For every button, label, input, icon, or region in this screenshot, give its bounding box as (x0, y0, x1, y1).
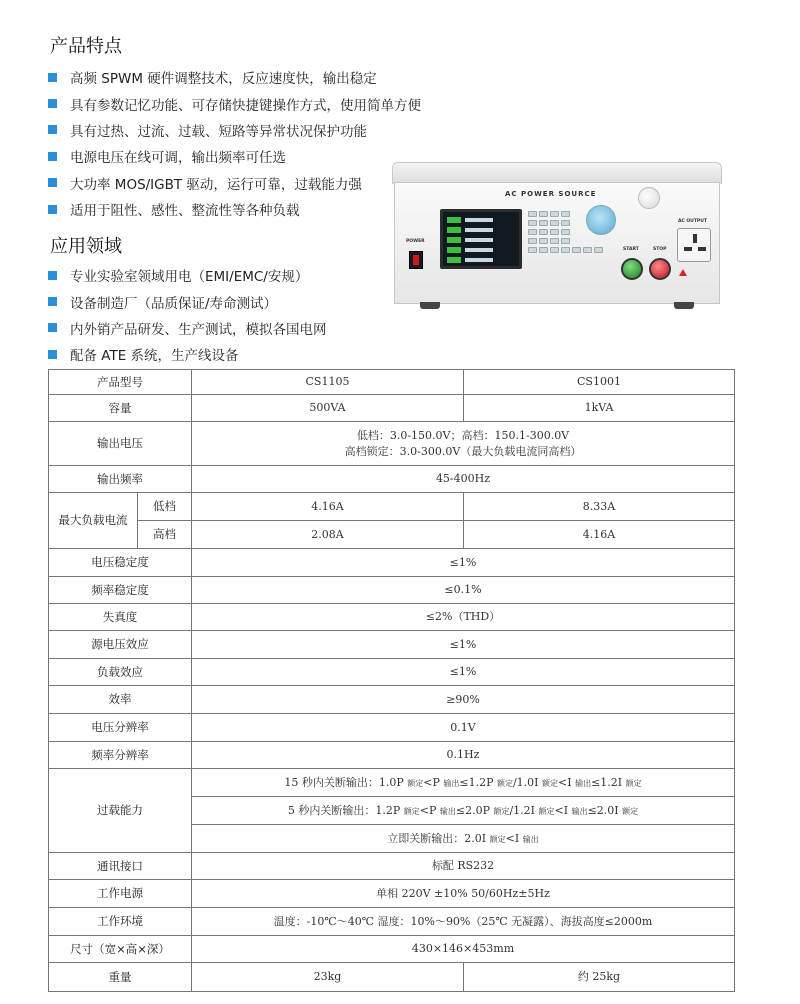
table-row (49, 521, 735, 549)
bullet-square-icon (48, 73, 57, 82)
row-label: 工作环境 (49, 908, 192, 936)
feature-item (48, 170, 421, 196)
breaker-knob-icon (638, 187, 660, 209)
application-item (48, 288, 327, 314)
ac-power-source-image (392, 162, 722, 312)
row-label: 通讯接口 (49, 853, 192, 880)
table-row (49, 422, 735, 466)
feature-text: 电源电压在线可调，输出频率可任选 (70, 150, 286, 167)
cell-value: ≤0.1% (192, 577, 735, 604)
cell-value: 1kVA (464, 395, 735, 422)
feature-item (48, 143, 421, 169)
table-row (49, 769, 735, 797)
table-row (49, 631, 735, 659)
cell-value: 温度：-10℃～40℃ 湿度：10%～90%（25℃ 无凝露）、海拔高度≤2000m (192, 908, 735, 936)
row-label: 过载能力 (49, 769, 192, 853)
lcd-display (440, 209, 522, 269)
row-label: 重量 (49, 963, 192, 992)
cell-value (192, 422, 735, 466)
overload-line: 5 秒内关断输出：1.2P 额定<P 输出≤2.0P 额定/1.2I 额定<I 输出≤2.0I 额定 (192, 797, 735, 825)
table-row (49, 604, 735, 631)
start-label: START (623, 247, 639, 252)
application-item (48, 315, 327, 341)
cell-value: ≤1% (192, 659, 735, 686)
stop-label: STOP (653, 247, 667, 252)
table-row (49, 395, 735, 422)
feature-text: 高频 SPWM 硬件调整技术，反应速度快，输出稳定 (70, 71, 377, 88)
bullet-square-icon (48, 152, 57, 161)
sub-label: 低档 (138, 493, 192, 521)
table-row (49, 549, 735, 577)
features-list (48, 64, 421, 222)
power-label: POWER (406, 239, 425, 244)
row-label: 效率 (49, 686, 192, 714)
table-row (49, 370, 735, 395)
feature-item (48, 64, 421, 90)
sub-label: 高档 (138, 521, 192, 549)
table-row (49, 908, 735, 936)
row-label: 源电压效应 (49, 631, 192, 659)
row-label: 失真度 (49, 604, 192, 631)
device-foot (420, 302, 440, 309)
feature-text: 具有过热、过流、过载、短路等异常状况保护功能 (70, 123, 367, 140)
feature-item (48, 117, 421, 143)
warning-icon (679, 269, 687, 276)
row-label: 最大负载电流 (49, 493, 138, 549)
application-text: 专业实验室领域用电（EMI/EMC/安规） (70, 269, 309, 286)
table-row (49, 493, 735, 521)
application-item (48, 262, 327, 288)
cell-value: 500VA (192, 395, 464, 422)
cell-value: 45-400Hz (192, 466, 735, 493)
cell-value: ≤1% (192, 549, 735, 577)
bullet-square-icon (48, 297, 57, 306)
cell-value: 4.16A (464, 521, 735, 549)
cell-value: 单相 220V ±10% 50/60Hz±5Hz (192, 880, 735, 908)
cell-value: ≤1% (192, 631, 735, 659)
row-label: 电压稳定度 (49, 549, 192, 577)
table-row (49, 936, 735, 963)
cell-value: 4.16A (192, 493, 464, 521)
cell-value: 23kg (192, 963, 464, 992)
stop-button-icon (649, 258, 671, 280)
row-label: 尺寸（宽×高×深） (49, 936, 192, 963)
feature-text: 大功率 MOS/IGBT 驱动，运行可靠，过载能力强 (70, 176, 362, 193)
applications-heading: 应用领域 (50, 236, 122, 257)
bullet-square-icon (48, 271, 57, 280)
feature-item (48, 90, 421, 116)
application-text: 配备 ATE 系统，生产线设备 (70, 348, 239, 365)
overload-line: 立即关断输出：2.0I 额定<I 输出 (192, 825, 735, 853)
table-row (49, 686, 735, 714)
row-label: 电压分辨率 (49, 714, 192, 742)
row-label: 工作电源 (49, 880, 192, 908)
start-button-icon (621, 258, 643, 280)
cell-value: 2.08A (192, 521, 464, 549)
row-label: 负载效应 (49, 659, 192, 686)
ac-outlet-icon (677, 228, 711, 262)
application-text: 内外销产品研发、生产测试，模拟各国电网 (70, 321, 327, 338)
table-row (49, 577, 735, 604)
bullet-square-icon (48, 323, 57, 332)
cell-value: CS1105 (192, 370, 464, 395)
cell-value: ≤2%（THD） (192, 604, 735, 631)
row-label: 容量 (49, 395, 192, 422)
device-front-panel (394, 182, 720, 304)
cell-value: 0.1V (192, 714, 735, 742)
bullet-square-icon (48, 205, 57, 214)
rotary-knob-icon (586, 205, 616, 235)
cell-value: 约 25kg (464, 963, 735, 992)
table-row (49, 880, 735, 908)
table-row (49, 853, 735, 880)
applications-list (48, 262, 327, 368)
features-heading: 产品特点 (50, 36, 122, 57)
panel-label: AC POWER SOURCE (505, 190, 597, 198)
bullet-square-icon (48, 350, 57, 359)
application-item (48, 341, 327, 367)
bullet-square-icon (48, 125, 57, 134)
feature-text: 适用于阻性、感性、整流性等各种负载 (70, 203, 300, 220)
table-row (49, 742, 735, 769)
cell-value: 标配 RS232 (192, 853, 735, 880)
power-switch-icon (409, 251, 423, 269)
row-label: 输出电压 (49, 422, 192, 466)
cell-value: 0.1Hz (192, 742, 735, 769)
feature-text: 具有参数记忆功能、可存储快捷键操作方式，使用简单方便 (70, 97, 421, 114)
bullet-square-icon (48, 99, 57, 108)
cell-value: ≥90% (192, 686, 735, 714)
spec-table (48, 369, 735, 992)
voltage-line: 高档锁定：3.0-300.0V（最大负载电流同高档） (344, 444, 582, 458)
bullet-square-icon (48, 178, 57, 187)
table-row (49, 714, 735, 742)
table-row (49, 466, 735, 493)
overload-line: 15 秒内关断输出：1.0P 额定<P 输出≤1.2P 额定/1.0I 额定<I 输出≤1.2I 额定 (192, 769, 735, 797)
application-text: 设备制造厂（品质保证/寿命测试） (70, 295, 278, 312)
row-label: 产品型号 (49, 370, 192, 395)
cell-value: 430×146×453mm (192, 936, 735, 963)
row-label: 输出频率 (49, 466, 192, 493)
device-foot (674, 302, 694, 309)
feature-item (48, 196, 421, 222)
row-label: 频率分辨率 (49, 742, 192, 769)
table-row (49, 659, 735, 686)
cell-value: 8.33A (464, 493, 735, 521)
device-top-cover (392, 162, 722, 184)
table-row (49, 963, 735, 992)
ac-output-label: AC OUTPUT (678, 219, 707, 224)
voltage-line: 低档：3.0-150.0V；高档：150.1-300.0V (356, 429, 570, 443)
row-label: 频率稳定度 (49, 577, 192, 604)
cell-value: CS1001 (464, 370, 735, 395)
